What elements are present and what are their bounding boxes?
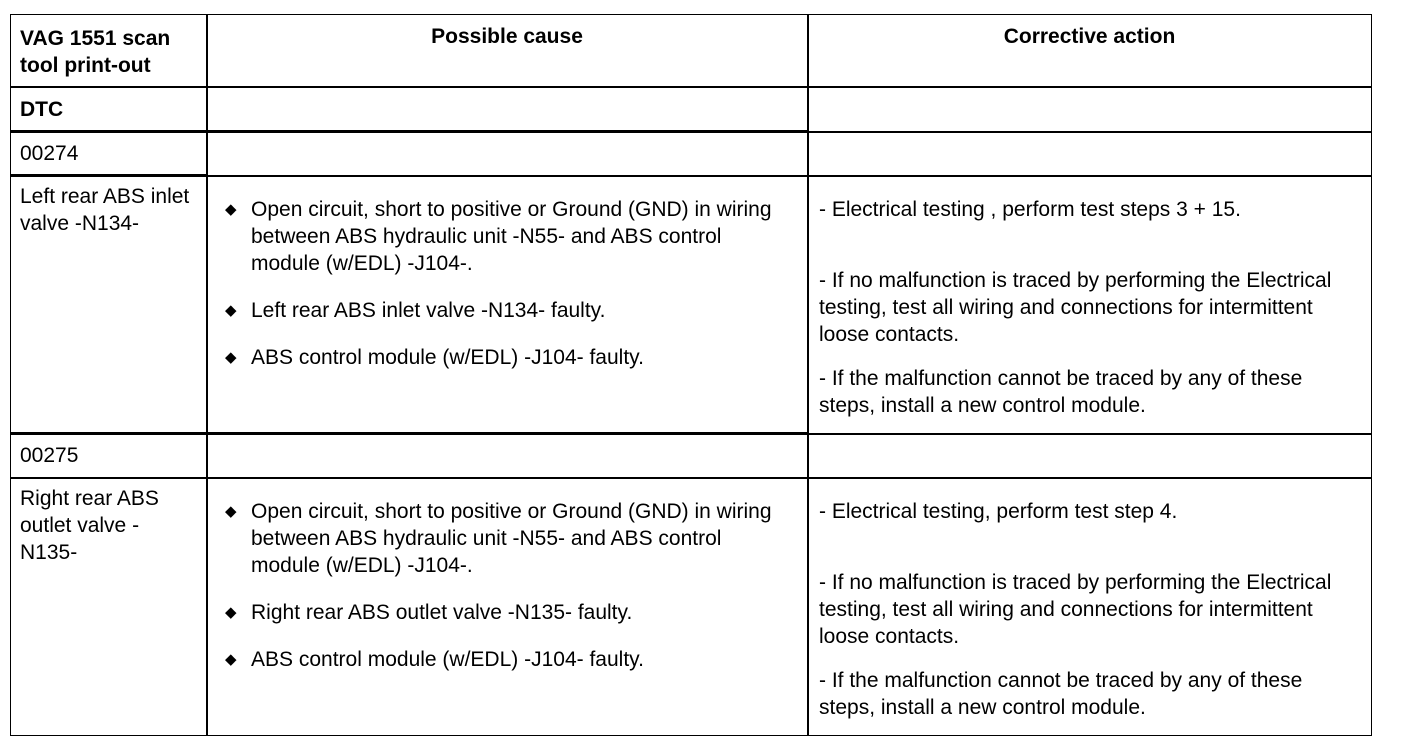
cause-text: ABS control module (w/EDL) -J104- faulty. bbox=[251, 648, 644, 671]
cause-item bbox=[225, 297, 795, 324]
action-text: - If the malfunction cannot be traced by any of these steps, install a new control module. bbox=[819, 669, 1303, 719]
row-divider bbox=[807, 131, 1371, 133]
cause-text: Open circuit, short to positive or Ground (GND) in wiring between ABS hydraulic unit -N55- and ABS control module (w/EDL) -J104-. bbox=[251, 500, 772, 577]
header-scan-tool: VAG 1551 scan tool print-out bbox=[20, 27, 171, 77]
dtc-label: DTC bbox=[20, 98, 64, 121]
column-divider bbox=[206, 15, 208, 735]
cause-item bbox=[225, 196, 795, 277]
diamond-bullet-icon: ◆ bbox=[225, 302, 237, 319]
action-text: - Electrical testing , perform test steps 3 + 15. bbox=[819, 198, 1241, 221]
row-divider bbox=[11, 130, 808, 133]
diamond-bullet-icon: ◆ bbox=[225, 651, 237, 668]
diamond-bullet-icon: ◆ bbox=[225, 349, 237, 366]
dtc-code: 00274 bbox=[20, 142, 79, 165]
row-divider bbox=[11, 174, 208, 177]
action-text: - If no malfunction is traced by performing the Electrical testing, test all wiring and connections for intermittent loose contacts. bbox=[819, 269, 1332, 346]
component-name: Right rear ABS outlet valve -N135- bbox=[20, 487, 159, 564]
header-corrective-action: Corrective action bbox=[1003, 25, 1176, 48]
cause-text: Open circuit, short to positive or Ground (GND) in wiring between ABS hydraulic unit -N55- and ABS control module (w/EDL) -J104-. bbox=[251, 198, 772, 275]
possible-cause-list bbox=[225, 196, 795, 391]
diamond-bullet-icon: ◆ bbox=[225, 503, 237, 520]
cause-text: Left rear ABS inlet valve -N134- faulty. bbox=[251, 299, 606, 322]
row-divider bbox=[11, 432, 808, 435]
action-text: - If the malfunction cannot be traced by any of these steps, install a new control module. bbox=[819, 367, 1303, 417]
dtc-table bbox=[10, 14, 1372, 736]
component-name: Left rear ABS inlet valve -N134- bbox=[20, 185, 190, 235]
row-divider bbox=[807, 433, 1371, 435]
corrective-action-cell bbox=[819, 498, 1359, 721]
cause-item bbox=[225, 599, 795, 626]
diamond-bullet-icon: ◆ bbox=[225, 201, 237, 218]
dtc-code: 00275 bbox=[20, 444, 79, 467]
row-divider bbox=[11, 477, 1371, 479]
action-text: - If no malfunction is traced by performing the Electrical testing, test all wiring and connections for intermittent loose contacts. bbox=[819, 571, 1332, 648]
cause-item bbox=[225, 344, 795, 371]
action-text: - Electrical testing, perform test step 4. bbox=[819, 500, 1178, 523]
cause-text: ABS control module (w/EDL) -J104- faulty. bbox=[251, 346, 644, 369]
diamond-bullet-icon: ◆ bbox=[225, 604, 237, 621]
corrective-action-cell bbox=[819, 196, 1359, 419]
row-divider bbox=[206, 175, 1371, 177]
cause-item bbox=[225, 498, 795, 579]
possible-cause-list bbox=[225, 498, 795, 693]
cause-item bbox=[225, 646, 795, 673]
column-divider bbox=[807, 15, 809, 735]
header-possible-cause: Possible cause bbox=[431, 25, 583, 48]
row-divider bbox=[11, 86, 1371, 88]
cause-text: Right rear ABS outlet valve -N135- faulty. bbox=[251, 601, 633, 624]
